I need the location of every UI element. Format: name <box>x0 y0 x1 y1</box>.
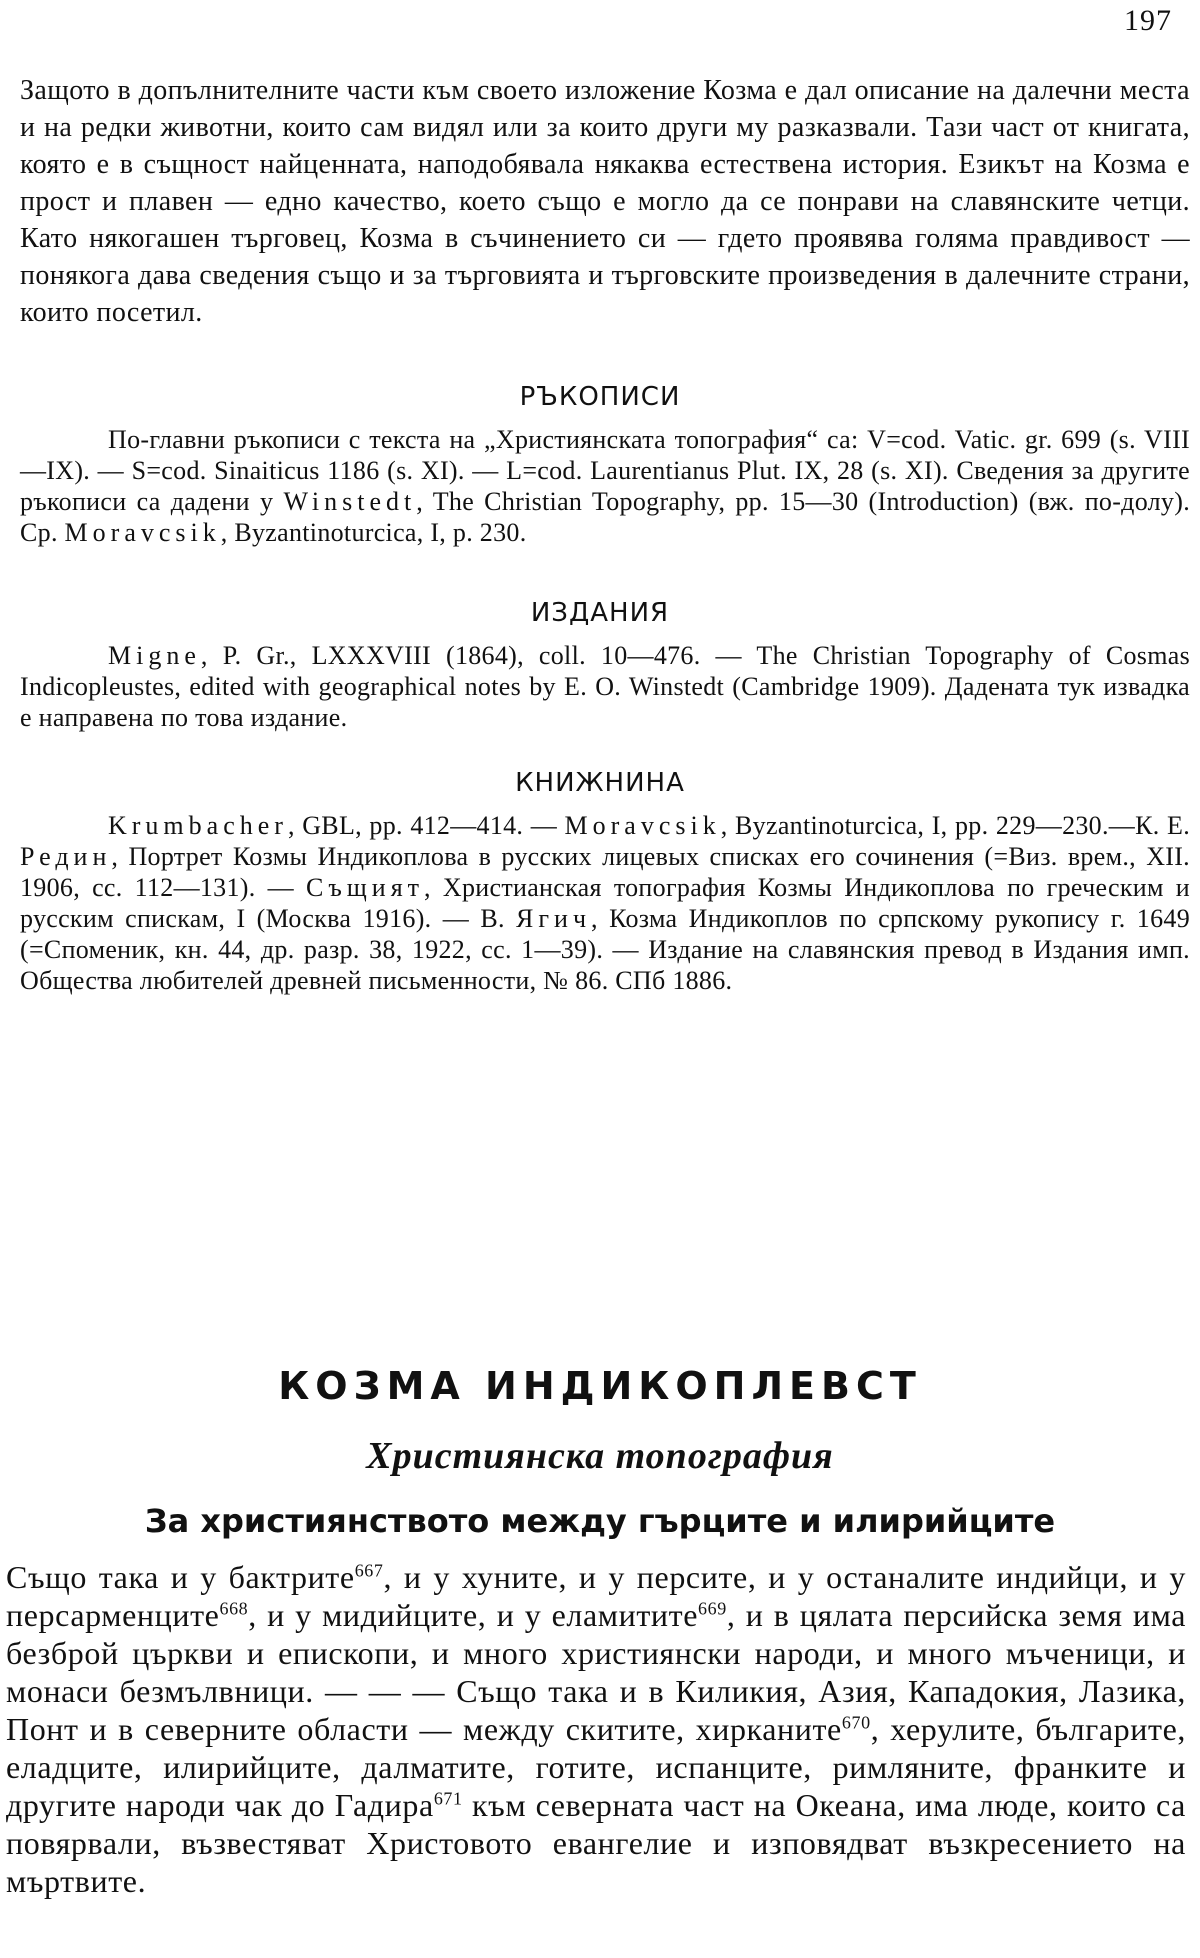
body-text-2: , и у хуните, и у персите, и у останалите индийци, и у персарменците <box>6 1559 1187 1633</box>
author-yagich: Ягич <box>516 904 592 933</box>
editions-text: , P. Gr., LXXXVIII (1864), coll. 10—476. — The Christian Topography of Cosmas Indicopleustes, edited with geographical notes by E. O. Winstedt (Cambridge 1909). Дадената тук извадка е направена по това издание. <box>20 641 1190 732</box>
literature-text-5: , Козма Индикоплов по српскому рукопису г. 1649 (=Споменик, кн. 44, др. разр. 38, 1922, сс. 1—39). — Издание на славянския превод в Издания имп. Общества любителей древней письменности, № 86. СПб 1886. <box>20 904 1191 995</box>
footnote-ref-668: 668 <box>219 1598 249 1619</box>
manuscripts-paragraph <box>20 424 1190 548</box>
author-moravcsik-2: Moravcsik <box>564 811 721 840</box>
body-text-6: към северната част на Океана, има люде, които са повярвали, възвестяват Христовото евангелие и изповядват възкресението на мъртвите. <box>6 1787 1186 1899</box>
literature-heading: КНИЖНИНА <box>515 768 685 798</box>
subtitle: Християнска топография <box>366 1435 834 1477</box>
page-number: 197 <box>1124 4 1172 37</box>
main-title: КОЗМА ИНДИКОПЛЕВСТ <box>278 1364 922 1408</box>
author-krumbacher: Krumbacher <box>108 811 288 840</box>
body-text-3: , и у мидийците, и у еламитите <box>248 1597 699 1633</box>
manuscripts-heading: РЪКОПИСИ <box>519 382 681 412</box>
body-text-5: , херулите, българите, еладците, илирийците, далматите, готите, испанците, римляните, франките и другите народи чак до Гадира <box>6 1711 1186 1823</box>
author-winstedt: Winstedt <box>283 487 417 516</box>
author-sushtiyat: Същият <box>305 873 425 902</box>
manuscripts-text-3: , Byzantinoturcica, I, p. 230. <box>220 518 527 547</box>
footnote-ref-670: 670 <box>841 1712 871 1733</box>
literature-text-4: , Христианская топография Козмы Индикоплова по греческим и русским спискам, I (Москва 1916). — В. <box>20 873 1191 933</box>
intro-paragraph: Защото в допълнителните части към своето изложение Козма е дал описание на далечни места и на редки животни, които сам видял или за които други му разказвали. Тази част от книгата, която е в същност найценната, наподобявала някаква естествена история. Езикът на Козма е прост и плавен — едно качество, което също е могло да се понрави на славянските четци. Като някогашен търговец, Козма в съчинението си — гдето проявява голяма правдивост — понякога дава сведения също и за търговията и търговските произведения в далечните страни, които посетил. <box>20 75 1190 328</box>
manuscripts-text-2: , The Christian Topography, pp. 15—30 (Introduction) (вж. по-долу). Ср. <box>20 487 1190 547</box>
manuscripts-text: По-главни ръкописи с текста на „Християнската топография“ са: V=cod. Vatic. gr. 699 (s. VIII—IX). — S=cod. Sinaiticus 1186 (s. XI). — L=cod. Laurentianus Plut. IX, 28 (s. XI). Сведения за другите ръкописи са дадени у <box>20 425 1190 516</box>
literature-text-3: , Портрет Козмы Индикоплова в русских лицевых списках его сочинения (=Виз. врем., XII. 1906, сс. 112—131). — <box>20 842 1190 902</box>
literature-paragraph <box>20 810 1190 996</box>
literature-text-1: , GBL, pp. 412—414. — <box>287 811 565 840</box>
footnote-ref-667: 667 <box>354 1560 384 1581</box>
author-moravcsik: Moravcsik <box>64 518 221 547</box>
section-title: За християнството между гърците и илирийците <box>144 1502 1056 1540</box>
footnote-ref-669: 669 <box>698 1598 727 1619</box>
author-migne: Migne <box>108 641 201 670</box>
author-redin: Редин <box>20 842 112 871</box>
editions-paragraph <box>20 640 1190 733</box>
literature-text-2: , Byzantinoturcica, I, pp. 229—230.—К. Е. <box>720 811 1190 840</box>
body-text-4: , и в цялата персийска земя има безброй църкви и епископи, и много християнски народи, и много мъченици, и монаси безмълвници. — — — Също така и в Киликия, Азия, Кападокия, Лазика, Понт и в северните области — между скитите, хирканите <box>6 1597 1186 1747</box>
editions-heading: ИЗДАНИЯ <box>530 598 670 628</box>
body-paragraph <box>6 1558 1186 1900</box>
body-text-1: Също така и у бактрите <box>6 1559 355 1595</box>
footnote-ref-671: 671 <box>433 1788 463 1809</box>
